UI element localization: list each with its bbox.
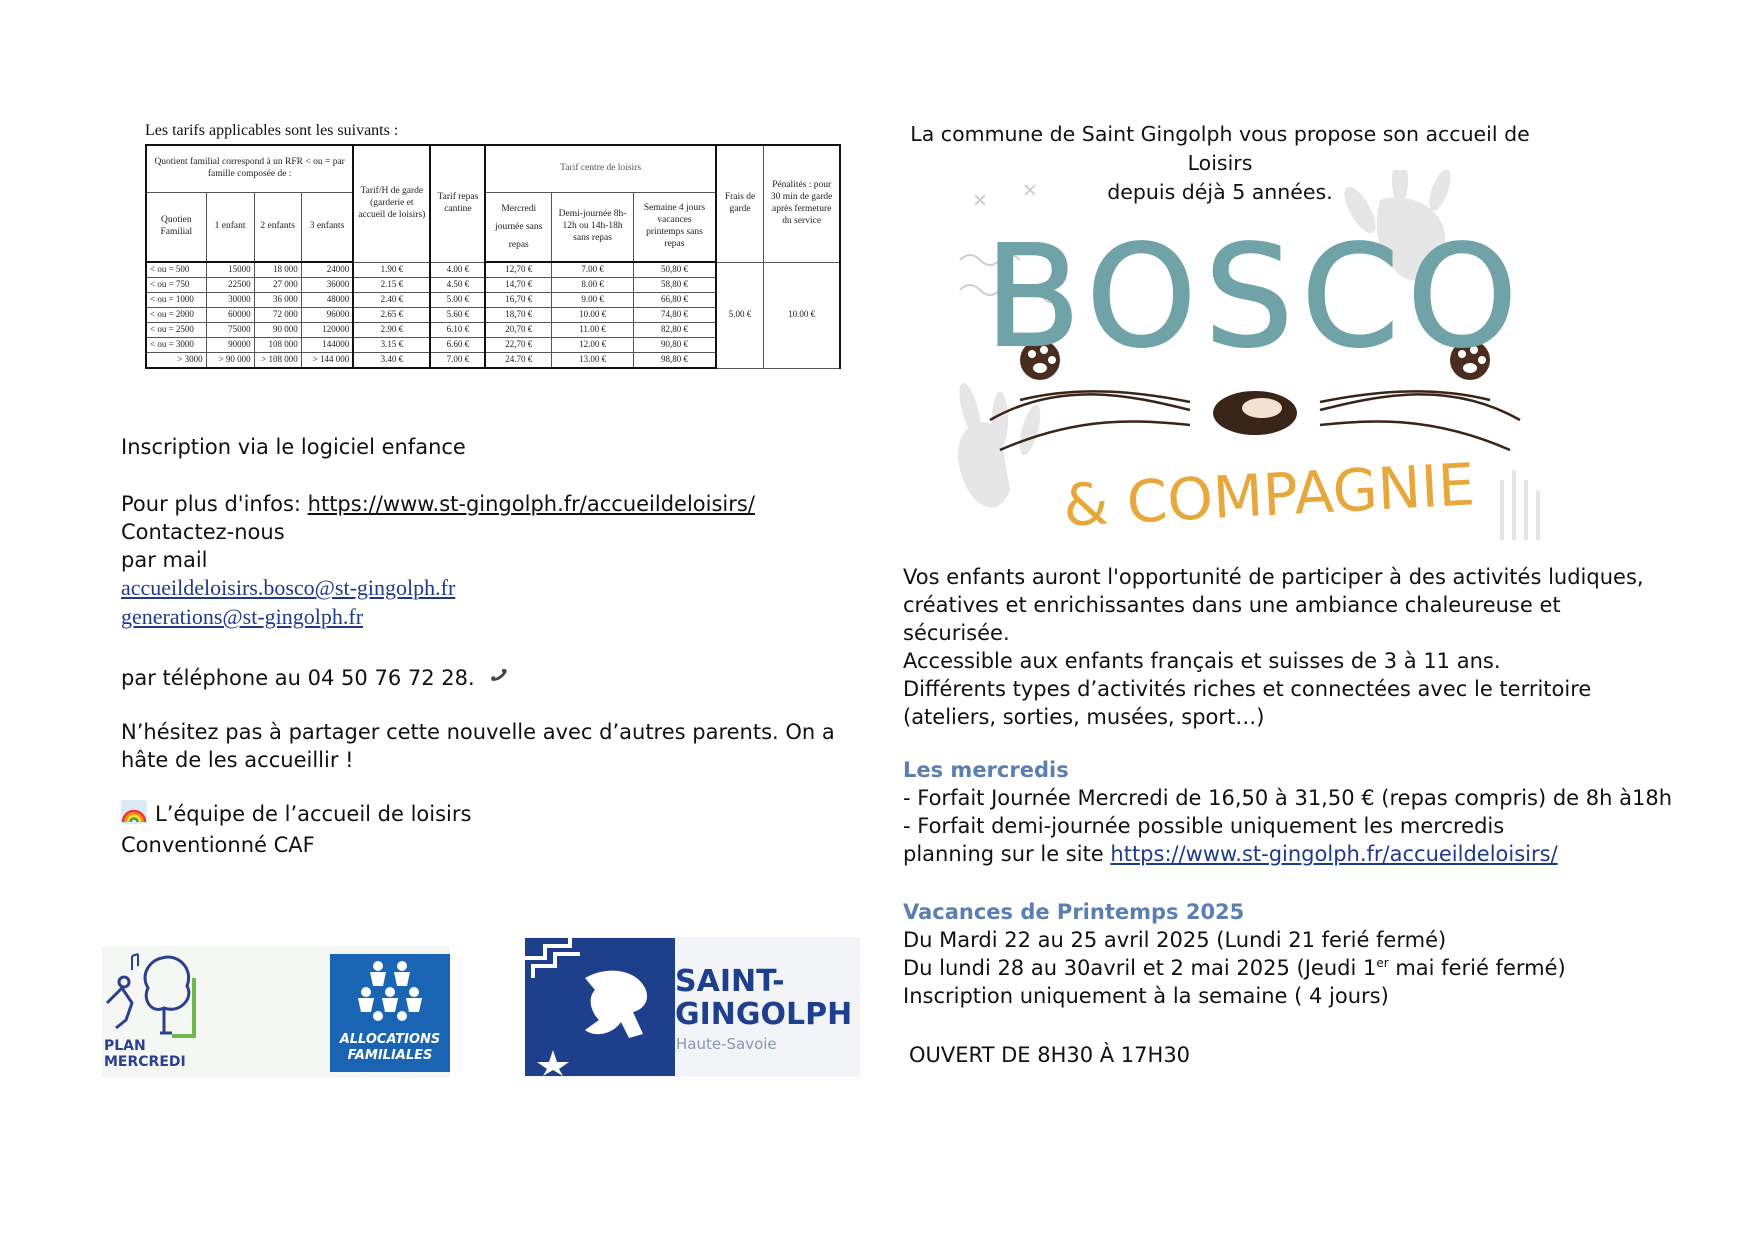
caf-line1: ALLOCATIONS [339, 1032, 441, 1047]
tarif-head-mercredi: Mercredi journée sans repas [485, 192, 551, 262]
tarif-head-garde: Tarif/H de garde (garderie et accueil de loisirs) [353, 145, 430, 262]
contact-text: Contactez-nous [121, 520, 285, 544]
tarif-head-quotient-group: Quotient familial correspond à un RFR < ou = par famille composée de : [146, 145, 353, 192]
bosco-title: BOSCO [984, 216, 1526, 379]
table-cell: 4.00 € [430, 262, 485, 278]
table-cell: 98,80 € [634, 353, 716, 369]
table-cell: 5.60 € [430, 308, 485, 323]
table-cell: 90,80 € [634, 338, 716, 353]
caf-logo [330, 954, 450, 1072]
bosco-logo [940, 170, 1570, 560]
table-cell: 5.00 € [430, 293, 485, 308]
tarif-head-frais: Frais de garde [716, 145, 764, 262]
table-cell: < ou = 2000 [146, 308, 206, 323]
table-cell: 8.00 € [552, 278, 634, 293]
table-cell: 16,70 € [485, 293, 551, 308]
tarif-head-demi: Demi-journée 8h-12h ou 14h-18h sans repas [552, 192, 634, 262]
infos-link[interactable]: https://www.st-gingolph.fr/accueildeloisirs/ [307, 492, 755, 516]
mercredis-line1: - Forfait Journée Mercredi de 16,50 à 31,50 € (repas compris) de 8h à18h [903, 786, 1673, 810]
tarif-head-penalites: Pénalités : pour 30 min de garde après fermeture du service [764, 145, 840, 262]
mercredis-title: Les mercredis [903, 758, 1069, 782]
tarif-head-3enfants: 3 enfants [301, 192, 353, 262]
par-mail-text: par mail [121, 548, 208, 572]
phone-icon [487, 665, 509, 687]
table-cell: 9.00 € [552, 293, 634, 308]
table-cell: 108 000 [254, 338, 301, 353]
table-cell: 96000 [301, 308, 353, 323]
table-cell: 3.15 € [353, 338, 430, 353]
planning-link[interactable]: https://www.st-gingolph.fr/accueildeloisirs/ [1110, 842, 1558, 866]
saint-gingolph-logo [525, 937, 860, 1077]
intro-line1: La commune de Saint Gingolph vous propose son accueil de Loisirs [910, 122, 1530, 175]
p1-line3: sécurisée. [903, 621, 1010, 645]
table-cell: 90000 [206, 338, 254, 353]
table-cell: < ou = 2500 [146, 323, 206, 338]
tarif-frais-value: 5.00 € [716, 262, 764, 368]
caf-figures-icon [330, 958, 450, 1030]
table-cell: 50,80 € [634, 262, 716, 278]
vacances-title: Vacances de Printemps 2025 [903, 900, 1245, 924]
vac-line1: Du Mardi 22 au 25 avril 2025 (Lundi 21 ferié fermé) [903, 928, 1447, 952]
vac-line2-sup: er [1376, 956, 1389, 970]
table-cell: > 3000 [146, 353, 206, 369]
caf-line2: FAMILIALES [347, 1048, 433, 1063]
table-cell: 22500 [206, 278, 254, 293]
sg-line1: SAINT- [675, 964, 785, 999]
table-cell: 7.00 € [430, 353, 485, 369]
table-cell: 36 000 [254, 293, 301, 308]
table-cell: 10.00 € [552, 308, 634, 323]
table-cell: 36000 [301, 278, 353, 293]
tarif-caption: Les tarifs applicables sont les suivants : [145, 122, 399, 139]
table-cell: 74,80 € [634, 308, 716, 323]
table-cell: 22,70 € [485, 338, 551, 353]
infos-line [121, 492, 755, 516]
table-cell: > 90 000 [206, 353, 254, 369]
partage-line1: N’hésitez pas à partager cette nouvelle avec d’autres parents. On a [121, 720, 835, 744]
table-cell: 2.40 € [353, 293, 430, 308]
table-cell: 75000 [206, 323, 254, 338]
table-cell: 15000 [206, 262, 254, 278]
table-cell: 3.40 € [353, 353, 430, 369]
table-cell: 18 000 [254, 262, 301, 278]
table-cell: < ou = 500 [146, 262, 206, 278]
table-cell: 24.70 € [485, 353, 551, 369]
inscription-text: Inscription via le logiciel enfance [121, 435, 466, 459]
table-cell: 2.90 € [353, 323, 430, 338]
telephone-line [121, 665, 509, 690]
p1-line6: (ateliers, sorties, musées, sport…) [903, 705, 1265, 729]
plan-line2: MERCREDI [104, 1054, 186, 1070]
table-cell: 7.00 € [552, 262, 634, 278]
table-cell: 2.65 € [353, 308, 430, 323]
table-cell: 82,80 € [634, 323, 716, 338]
equipe-text: L’équipe de l’accueil de loisirs [155, 802, 472, 826]
ouvert-text: OUVERT DE 8H30 À 17H30 [909, 1043, 1191, 1067]
table-row [146, 262, 840, 278]
table-cell: 60000 [206, 308, 254, 323]
table-cell: 4.50 € [430, 278, 485, 293]
table-cell: 14,70 € [485, 278, 551, 293]
equipe-line [121, 800, 471, 826]
intro-line2: depuis déjà 5 années. [1107, 180, 1333, 204]
table-cell: < ou = 1000 [146, 293, 206, 308]
vac-line2-a: Du lundi 28 au 30avril et 2 mai 2025 (Jeudi 1 [903, 956, 1377, 980]
table-cell: 6.10 € [430, 323, 485, 338]
vac-line2-b: mai ferié fermé) [1388, 956, 1566, 980]
p1-line5: Différents types d’activités riches et connectées avec le territoire [903, 677, 1592, 701]
tarif-head-semaine: Semaine 4 jours vacances printemps sans repas [634, 192, 716, 262]
rainbow-icon [121, 800, 147, 824]
tarif-head-cantine: Tarif repas cantine [430, 145, 485, 262]
table-cell: 13.00 € [552, 353, 634, 369]
table-cell: 24000 [301, 262, 353, 278]
mail-link-bosco[interactable]: accueildeloisirs.bosco@st-gingolph.fr [121, 575, 456, 600]
table-cell: < ou = 3000 [146, 338, 206, 353]
saint-gingolph-crest-icon [525, 938, 675, 1076]
table-cell: 2.15 € [353, 278, 430, 293]
table-cell: 120000 [301, 323, 353, 338]
sg-line2: GINGOLPH [675, 997, 853, 1032]
table-cell: > 108 000 [254, 353, 301, 369]
table-cell: 30000 [206, 293, 254, 308]
table-cell: 1.90 € [353, 262, 430, 278]
telephone-text: par téléphone au 04 50 76 72 28. [121, 666, 475, 690]
tarif-head-centre: Tarif centre de loisirs [485, 145, 715, 192]
sg-line3: Haute-Savoie [676, 1035, 777, 1053]
table-cell: > 144 000 [301, 353, 353, 369]
table-cell: < ou = 750 [146, 278, 206, 293]
caf-text: Conventionné CAF [121, 833, 315, 857]
table-cell: 72 000 [254, 308, 301, 323]
tarif-head-quotient: Quotien Familial [146, 192, 206, 262]
partage-line2: hâte de les accueillir ! [121, 748, 354, 772]
planning-prefix: planning sur le site [903, 842, 1111, 866]
vac-line3: Inscription uniquement à la semaine ( 4 jours) [903, 984, 1389, 1008]
tarif-penalites-value: 10.00 € [764, 262, 840, 368]
table-cell: 6.60 € [430, 338, 485, 353]
table-cell: 58,80 € [634, 278, 716, 293]
table-cell: 11.00 € [552, 323, 634, 338]
table-cell: 90 000 [254, 323, 301, 338]
mail-link-generations[interactable]: generations@st-gingolph.fr [121, 604, 364, 629]
table-cell: 144000 [301, 338, 353, 353]
table-cell: 18,70 € [485, 308, 551, 323]
plan-mercredi-illustration [102, 948, 202, 1038]
planning-line [903, 842, 1558, 866]
table-cell: 66,80 € [634, 293, 716, 308]
bosco-illustration [940, 170, 1570, 560]
tarif-table [145, 144, 841, 369]
infos-prefix: Pour plus d'infos: [121, 492, 308, 516]
table-cell: 12.00 € [552, 338, 634, 353]
table-cell: 48000 [301, 293, 353, 308]
table-cell: 20,70 € [485, 323, 551, 338]
p1-line1: Vos enfants auront l'opportunité de participer à des activités ludiques, [903, 565, 1644, 589]
bosco-subtitle: & COMPAGNIE [1061, 450, 1477, 540]
mercredis-line2: - Forfait demi-journée possible uniquement les mercredis [903, 814, 1505, 838]
p1-line2: créatives et enrichissantes dans une ambiance chaleureuse et [903, 593, 1561, 617]
p1-line4: Accessible aux enfants français et suisses de 3 à 11 ans. [903, 649, 1501, 673]
tarif-head-1enfant: 1 enfant [206, 192, 254, 262]
tarif-head-2enfants: 2 enfants [254, 192, 301, 262]
table-cell: 27 000 [254, 278, 301, 293]
vac-line2 [903, 956, 1566, 980]
plan-line1: PLAN [104, 1038, 146, 1054]
table-cell: 12,70 € [485, 262, 551, 278]
